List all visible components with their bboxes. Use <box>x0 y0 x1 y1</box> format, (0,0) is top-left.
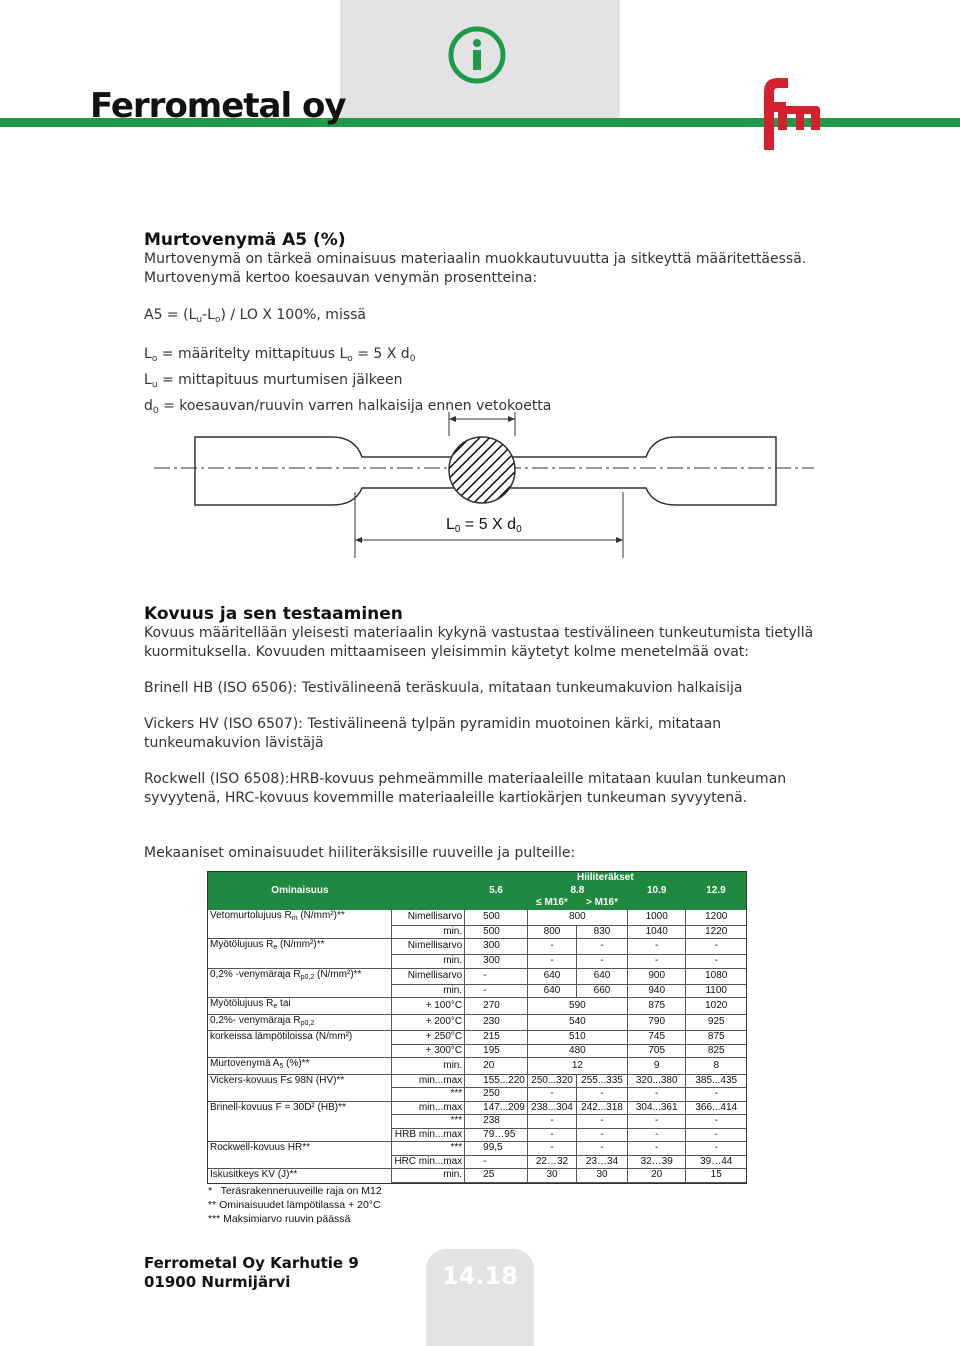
value-cell: 500 <box>465 925 528 939</box>
value-cell: 940 <box>627 984 686 998</box>
value-cell: 300 <box>465 939 528 955</box>
condition-cell: + 200°C <box>392 1014 465 1031</box>
property-cell: Vetomurtolujuus $R_m$ (N/mm²)** <box>210 909 345 922</box>
value-cell: - <box>627 955 686 969</box>
footer-line: Ferrometal Oy Karhutie 9 <box>144 1254 359 1272</box>
property-cell <box>208 1115 392 1129</box>
hardness-section <box>144 604 834 863</box>
formula-part: -L <box>202 307 215 323</box>
property-cell: Myötölujuus $R_e$ tai <box>208 998 392 1015</box>
condition-cell: min...max <box>392 1074 465 1088</box>
value-cell: 825 <box>686 1044 746 1058</box>
table-row <box>208 1088 746 1102</box>
grade-header: 8.8 <box>527 885 627 898</box>
value-cell: - <box>686 1142 746 1156</box>
table-row <box>208 1115 746 1129</box>
value-cell: 830 <box>577 925 628 939</box>
condition-cell: min. <box>392 955 465 969</box>
page-number: 14.18 <box>442 1262 518 1290</box>
value-cell: 99,5 <box>465 1142 528 1156</box>
value-cell: 800 <box>527 910 627 926</box>
value-cell: 640 <box>527 968 576 984</box>
property-cell: Vickers-kovuus F≤ 98N (HV)** <box>208 1074 392 1088</box>
value-cell: 23…34 <box>577 1155 628 1169</box>
grade-sub-gt: > M16* <box>577 897 628 910</box>
value-cell: 32…39 <box>627 1155 686 1169</box>
table-row <box>208 1074 746 1088</box>
condition-cell: min. <box>392 925 465 939</box>
value-cell: - <box>686 955 746 969</box>
value-cell: 1200 <box>686 910 746 926</box>
property-cell <box>208 1128 392 1142</box>
value-cell: 238...304 <box>527 1101 576 1115</box>
paragraph: Kovuus määritellään yleisesti materiaalin kykynä vastustaa testivälineen tunkeutumista tietyllä kuormituksella. Kovuuden mittaamiseen yleisimmin käytetyt kolme menetelmää ovat: <box>144 625 814 660</box>
definition-d0: $d_0$ = koesauvan/ruuvin varren halkaisija ennen vetokoetta <box>144 398 552 416</box>
footnotes <box>208 1184 382 1226</box>
rockwell-text: Rockwell (ISO 6508):HRB-kovuus pehmeämmille materiaaleille mitataan kuulan tunkeuman syvyytenä, HRC-kovuus kovemmille materiaaleille kartiokärjen tunkeuman syvyytenä. <box>144 771 787 806</box>
section-title: Kovuus ja sen testaaminen <box>144 604 403 624</box>
definition-lo: $L_o$ = määritelty mittapituus $L_o = 5$ X $d_0$ <box>144 346 416 364</box>
brinell-text: Brinell HB (ISO 6506): Testivälineenä teräskuula, mitataan tunkeumakuvion halkaisija <box>144 680 743 696</box>
value-cell: 590 <box>527 998 627 1015</box>
value-cell: - <box>527 1128 576 1142</box>
value-cell: - <box>627 1115 686 1129</box>
condition-cell: min. <box>392 1058 465 1075</box>
table-row <box>208 998 746 1015</box>
grade-sub <box>627 897 686 910</box>
grade-sub <box>686 897 746 910</box>
value-cell: - <box>527 1088 576 1102</box>
grade-header: 5.6 <box>465 885 528 898</box>
value-cell: 30 <box>577 1169 628 1183</box>
grade-header: 10.9 <box>627 885 686 898</box>
value-cell: - <box>627 1142 686 1156</box>
condition-cell: HRC min...max <box>392 1155 465 1169</box>
formula <box>144 306 844 330</box>
table <box>208 872 746 1183</box>
condition-cell: HRB min...max <box>392 1128 465 1142</box>
grade-sub <box>465 897 528 910</box>
header-property: Ominaisuus <box>208 872 392 910</box>
value-cell: 480 <box>527 1044 627 1058</box>
property-cell: Brinell-kovuus F = 30D² (HB)** <box>208 1101 392 1115</box>
table-row <box>208 968 746 984</box>
value-cell: 745 <box>627 1031 686 1045</box>
value-cell: 20 <box>465 1058 528 1075</box>
value-cell: 366...414 <box>686 1101 746 1115</box>
section-title: Murtovenymä A5 (%) <box>144 230 346 250</box>
value-cell: 540 <box>527 1014 627 1031</box>
condition-cell: + 250°C <box>392 1031 465 1045</box>
value-cell: - <box>527 955 576 969</box>
value-cell: 79…95 <box>465 1128 528 1142</box>
value-cell: 30 <box>527 1169 576 1183</box>
formula-part: A5 = (L <box>144 307 197 323</box>
value-cell: 155...220 <box>465 1074 528 1088</box>
value-cell: 1000 <box>627 910 686 926</box>
table-row <box>208 1031 746 1045</box>
subscript: o <box>214 315 221 325</box>
value-cell: - <box>465 1155 528 1169</box>
value-cell: 800 <box>527 925 576 939</box>
paragraph <box>144 250 844 288</box>
table-row <box>208 1101 746 1115</box>
value-cell: 238 <box>465 1115 528 1129</box>
table-row <box>208 984 746 998</box>
value-cell: - <box>627 1088 686 1102</box>
table-row <box>208 1155 746 1169</box>
value-cell: - <box>686 1088 746 1102</box>
table-row <box>208 925 746 939</box>
property-cell: Rockwell-kovuus HR** <box>208 1142 392 1156</box>
value-cell: - <box>627 1128 686 1142</box>
value-cell: 640 <box>527 984 576 998</box>
condition-cell: *** <box>392 1115 465 1129</box>
property-cell <box>208 955 392 969</box>
value-cell: 1220 <box>686 925 746 939</box>
value-cell: - <box>627 939 686 955</box>
table-row <box>208 910 746 926</box>
value-cell: 15 <box>686 1169 746 1183</box>
value-cell: - <box>577 1088 628 1102</box>
condition-cell: min. <box>392 984 465 998</box>
table-row <box>208 939 746 955</box>
value-cell: 1080 <box>686 968 746 984</box>
table-row <box>208 1058 746 1075</box>
value-cell: - <box>577 1142 628 1156</box>
table-intro: Mekaaniset ominaisuudet hiiliteräksisille ruuveille ja pulteille: <box>144 845 576 861</box>
subscript: u <box>196 315 203 325</box>
table-row <box>208 1169 746 1183</box>
value-cell: - <box>527 939 576 955</box>
value-cell: 320...380 <box>627 1074 686 1088</box>
value-cell: 230 <box>465 1014 528 1031</box>
value-cell: 925 <box>686 1014 746 1031</box>
property-cell <box>208 1088 392 1102</box>
value-cell: 1040 <box>627 925 686 939</box>
value-cell: - <box>465 984 528 998</box>
value-cell: - <box>686 1115 746 1129</box>
value-cell: 300 <box>465 955 528 969</box>
value-cell: - <box>465 968 528 984</box>
value-cell: 25 <box>465 1169 528 1183</box>
value-cell: 1020 <box>686 998 746 1015</box>
property-cell: 0,2%- venymäraja $R_{p0,2}$ <box>208 1014 392 1031</box>
value-cell: 1100 <box>686 984 746 998</box>
value-cell: 195 <box>465 1044 528 1058</box>
property-cell: Myötölujuus $R_e$ (N/mm²)** <box>208 939 392 955</box>
text-line: Murtovenymä kertoo koesauvan venymän prosentteina: <box>144 270 538 286</box>
footnote: *** Maksimiarvo ruuvin päässä <box>208 1213 351 1225</box>
condition-cell: + 300°C <box>392 1044 465 1058</box>
property-cell: Iskusitkeys KV (J)** <box>208 1169 392 1183</box>
diagram-label: L0 = 5 X d0 <box>446 516 522 535</box>
value-cell: - <box>577 955 628 969</box>
table-row <box>208 955 746 969</box>
value-cell: 660 <box>577 984 628 998</box>
value-cell: 12 <box>527 1058 627 1075</box>
definition-lu: $L_u$ = mittapituus murtumisen jälkeen <box>144 372 403 390</box>
value-cell: 8 <box>686 1058 746 1075</box>
property-cell <box>208 984 392 998</box>
value-cell: 510 <box>527 1031 627 1045</box>
value-cell: 215 <box>465 1031 528 1045</box>
footer-address <box>144 1254 359 1292</box>
condition-cell: *** <box>392 1088 465 1102</box>
value-cell: 875 <box>686 1031 746 1045</box>
value-cell: 39…44 <box>686 1155 746 1169</box>
value-cell: - <box>577 1128 628 1142</box>
value-cell: 147...209 <box>465 1101 528 1115</box>
value-cell: - <box>527 1115 576 1129</box>
value-cell: 270 <box>465 998 528 1015</box>
footer-line: 01900 Nurmijärvi <box>144 1273 291 1291</box>
fm-logo <box>758 72 822 150</box>
value-cell: 255...335 <box>577 1074 628 1088</box>
mechanical-properties-table <box>207 871 747 1184</box>
property-cell: 0,2% -venymäraja $R_{p0,2}$ (N/mm²)** <box>208 968 392 984</box>
header-blank <box>392 872 465 910</box>
condition-cell: Nimellisarvo <box>392 939 465 955</box>
value-cell: 9 <box>627 1058 686 1075</box>
vickers-text: Vickers HV (ISO 6507): Testivälineenä tylpän pyramidin muotoinen kärki, mitataan tunkeumakuvion lävistäjä <box>144 716 722 751</box>
formula-part: ) / LO X 100%, missä <box>220 307 366 323</box>
value-cell: 875 <box>627 998 686 1015</box>
value-cell: - <box>686 939 746 955</box>
table-row <box>208 1128 746 1142</box>
brand-logo: Ferrometal oy <box>90 86 346 126</box>
value-cell: 242...318 <box>577 1101 628 1115</box>
property-cell <box>208 925 392 939</box>
property-cell: korkeissa lämpötiloissa (N/mm²) <box>208 1031 392 1045</box>
condition-cell: min...max <box>392 1101 465 1115</box>
value-cell: 500 <box>465 910 528 926</box>
value-cell: 640 <box>577 968 628 984</box>
info-icon <box>448 26 506 84</box>
footnote: ** Ominaisuudet lämpötilassa + 20°C <box>208 1199 381 1211</box>
condition-cell: min. <box>392 1169 465 1183</box>
header-group: Hiiliteräkset <box>465 872 746 885</box>
value-cell: 22…32 <box>527 1155 576 1169</box>
grade-sub-le: ≤ M16* <box>527 897 576 910</box>
table-row <box>208 1142 746 1156</box>
table-row <box>208 1044 746 1058</box>
property-cell <box>208 1155 392 1169</box>
value-cell: - <box>577 939 628 955</box>
value-cell: 790 <box>627 1014 686 1031</box>
condition-cell: Nimellisarvo <box>392 910 465 926</box>
text-line: Murtovenymä on tärkeä ominaisuus materiaalin muokkautuvuutta ja sitkeyttä määritettäessä. <box>144 251 807 267</box>
condition-cell: Nimellisarvo <box>392 968 465 984</box>
test-specimen-diagram <box>150 410 820 560</box>
footnote: * Teräsrakenneruuveille raja on M12 <box>208 1185 382 1197</box>
property-cell: Murtovenymä $A_5$ (%)** <box>208 1058 392 1075</box>
value-cell: - <box>527 1142 576 1156</box>
value-cell: 250...320 <box>527 1074 576 1088</box>
condition-cell: + 100°C <box>392 998 465 1015</box>
table-row <box>208 1014 746 1031</box>
value-cell: 20 <box>627 1169 686 1183</box>
value-cell: - <box>577 1115 628 1129</box>
value-cell: 385...435 <box>686 1074 746 1088</box>
value-cell: 705 <box>627 1044 686 1058</box>
value-cell: 900 <box>627 968 686 984</box>
grade-header: 12.9 <box>686 885 746 898</box>
value-cell: - <box>686 1128 746 1142</box>
elongation-section <box>144 230 844 422</box>
value-cell: 304...361 <box>627 1101 686 1115</box>
property-cell <box>208 1044 392 1058</box>
condition-cell: *** <box>392 1142 465 1156</box>
value-cell: 250 <box>465 1088 528 1102</box>
